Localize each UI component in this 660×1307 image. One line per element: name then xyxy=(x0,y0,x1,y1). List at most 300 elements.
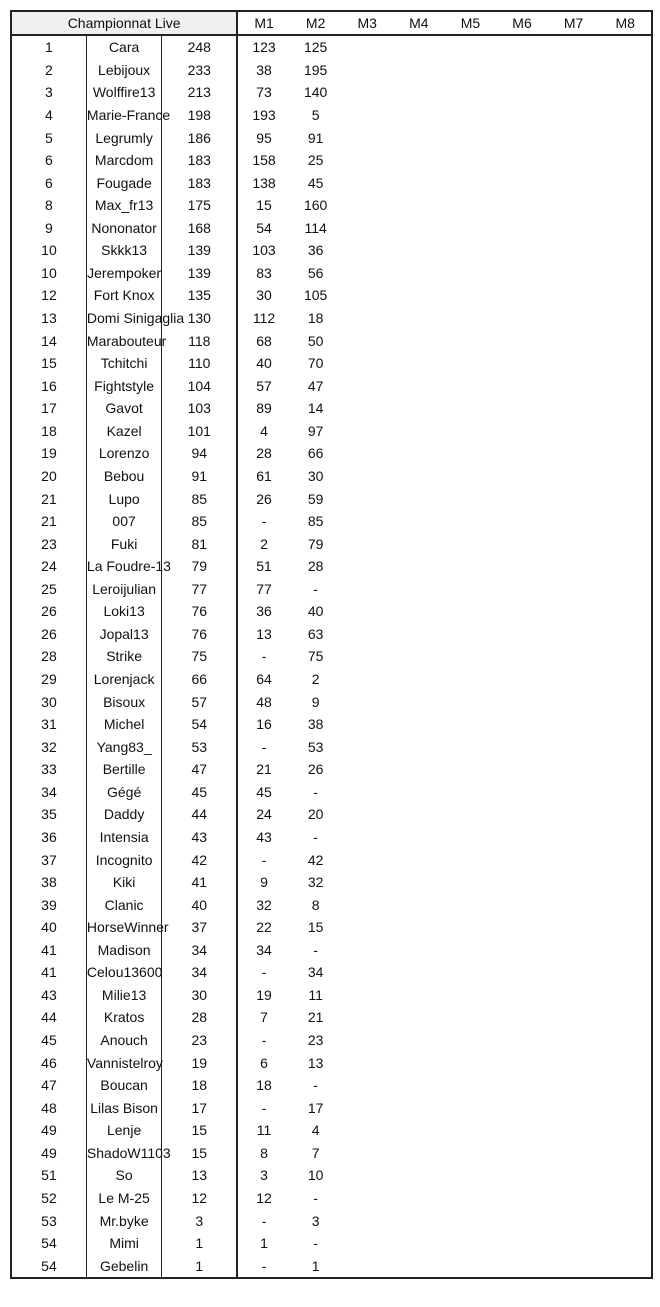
m6-cell xyxy=(496,217,548,240)
m5-cell xyxy=(445,848,497,871)
m6-cell xyxy=(496,420,548,443)
m4-cell xyxy=(393,374,445,397)
m6-cell xyxy=(496,1164,548,1187)
m1-cell: 51 xyxy=(256,558,272,575)
m1-cell: 193 xyxy=(252,106,276,123)
m7-cell xyxy=(548,284,600,307)
m4-cell xyxy=(393,1029,445,1052)
m7-cell xyxy=(548,59,600,82)
player-name-cell: Fort Knox xyxy=(86,284,161,307)
m3-cell xyxy=(341,848,393,871)
m1-cell: 2 xyxy=(260,535,268,552)
m3-cell xyxy=(341,1074,393,1097)
m6-cell xyxy=(496,690,548,713)
table-row xyxy=(11,217,652,240)
m3-cell xyxy=(341,1142,393,1165)
m5-cell xyxy=(445,578,497,601)
m3-cell xyxy=(341,397,393,420)
m5-cell xyxy=(445,1164,497,1187)
m7-cell xyxy=(548,848,600,871)
player-name-cell: Gebelin xyxy=(86,1254,161,1278)
m3-cell xyxy=(341,623,393,646)
m6-cell xyxy=(496,149,548,172)
m5-cell xyxy=(445,397,497,420)
m6-cell xyxy=(496,284,548,307)
m6-cell xyxy=(496,758,548,781)
total-cell: 1 xyxy=(162,1254,237,1278)
match-header-m4: M4 xyxy=(393,11,445,35)
m5-cell xyxy=(445,1074,497,1097)
total-cell: 110 xyxy=(162,352,237,375)
match-header-m6: M6 xyxy=(496,11,548,35)
total-cell: 57 xyxy=(162,690,237,713)
m7-cell xyxy=(548,262,600,285)
m6-cell xyxy=(496,555,548,578)
m2-cell: 75 xyxy=(307,648,324,665)
m4-cell xyxy=(393,420,445,443)
m5-cell xyxy=(445,1232,497,1255)
m7-cell xyxy=(548,758,600,781)
m7-cell xyxy=(548,939,600,962)
m5-cell xyxy=(445,352,497,375)
player-name-cell: Celou13600 xyxy=(86,961,161,984)
table-row xyxy=(11,690,652,713)
m5-cell xyxy=(445,871,497,894)
m4-cell xyxy=(393,442,445,465)
table-row xyxy=(11,668,652,691)
m2-cell: 114 xyxy=(304,219,327,236)
m7-cell xyxy=(548,126,600,149)
rank-cell: 33 xyxy=(11,758,86,781)
rank-cell: 38 xyxy=(11,871,86,894)
m7-cell xyxy=(548,487,600,510)
m2-cell: 20 xyxy=(307,806,324,823)
rank-cell: 54 xyxy=(11,1232,86,1255)
m3-cell xyxy=(341,555,393,578)
rank-cell: 3 xyxy=(11,81,86,104)
m4-cell xyxy=(393,939,445,962)
m3-cell xyxy=(341,374,393,397)
m4-cell xyxy=(393,690,445,713)
rank-cell: 20 xyxy=(11,465,86,488)
m5-cell xyxy=(445,1254,497,1278)
m2-cell: 66 xyxy=(307,445,324,462)
m6-cell xyxy=(496,578,548,601)
m7-cell xyxy=(548,1096,600,1119)
m3-cell xyxy=(341,645,393,668)
rank-cell: 18 xyxy=(11,420,86,443)
rank-cell: 37 xyxy=(11,848,86,871)
m7-cell xyxy=(548,532,600,555)
m2-cell: 8 xyxy=(311,896,320,913)
m7-cell xyxy=(548,961,600,984)
player-name-cell: Lilas Bison xyxy=(86,1096,161,1119)
table-row xyxy=(11,262,652,285)
m4-cell xyxy=(393,1232,445,1255)
m1-cell: 19 xyxy=(256,986,272,1003)
m2-cell: 15 xyxy=(307,919,324,936)
m7-cell xyxy=(548,104,600,127)
total-cell: 19 xyxy=(162,1051,237,1074)
m5-cell xyxy=(445,374,497,397)
table-row xyxy=(11,645,652,668)
table-row xyxy=(11,781,652,804)
m5-cell xyxy=(445,1142,497,1165)
rank-cell: 26 xyxy=(11,600,86,623)
m2-cell: 63 xyxy=(307,625,324,642)
m2-cell: 14 xyxy=(307,400,324,417)
rank-cell: 16 xyxy=(11,374,86,397)
m4-cell xyxy=(393,916,445,939)
m2-cell: 70 xyxy=(307,355,324,372)
header-row xyxy=(11,11,652,35)
total-cell: 37 xyxy=(162,916,237,939)
m5-cell xyxy=(445,713,497,736)
m4-cell xyxy=(393,171,445,194)
m4-cell xyxy=(393,532,445,555)
match-header-m7: M7 xyxy=(548,11,600,35)
m7-cell xyxy=(548,194,600,217)
m2-cell: - xyxy=(313,1189,318,1206)
total-cell: 43 xyxy=(162,826,237,849)
rank-cell: 31 xyxy=(11,713,86,736)
m7-cell xyxy=(548,668,600,691)
m1-cell: 158 xyxy=(252,152,276,169)
total-cell: 23 xyxy=(162,1029,237,1052)
m7-cell xyxy=(548,1164,600,1187)
player-name-cell: Madison xyxy=(86,939,161,962)
m1-cell: 28 xyxy=(256,445,272,462)
m2-cell: 32 xyxy=(307,874,324,891)
table-row xyxy=(11,1232,652,1255)
m3-cell xyxy=(341,59,393,82)
m2-cell: 25 xyxy=(307,152,324,169)
total-cell: 53 xyxy=(162,735,237,758)
total-cell: 30 xyxy=(162,984,237,1007)
m1-cell: - xyxy=(261,513,267,530)
table-row xyxy=(11,1164,652,1187)
m5-cell xyxy=(445,510,497,533)
m3-cell xyxy=(341,262,393,285)
player-name-cell: Lupo xyxy=(86,487,161,510)
m6-cell xyxy=(496,510,548,533)
m1-cell: - xyxy=(261,1032,267,1049)
rank-cell: 6 xyxy=(11,149,86,172)
rank-cell: 34 xyxy=(11,781,86,804)
m4-cell xyxy=(393,961,445,984)
m1-cell: 12 xyxy=(256,1189,272,1206)
table-row xyxy=(11,532,652,555)
m1-cell: 22 xyxy=(256,919,272,936)
player-name-cell: Marie-France xyxy=(86,104,161,127)
table-row xyxy=(11,171,652,194)
m7-cell xyxy=(548,1051,600,1074)
m4-cell xyxy=(393,397,445,420)
rank-cell: 10 xyxy=(11,239,86,262)
rank-cell: 36 xyxy=(11,826,86,849)
total-cell: 1 xyxy=(162,1232,237,1255)
player-name-cell: Boucan xyxy=(86,1074,161,1097)
rank-cell: 41 xyxy=(11,961,86,984)
m6-cell xyxy=(496,262,548,285)
m2-cell: 56 xyxy=(307,264,324,281)
m4-cell xyxy=(393,826,445,849)
m6-cell xyxy=(496,1187,548,1210)
m2-cell: 38 xyxy=(307,716,324,733)
m6-cell xyxy=(496,668,548,691)
table-row xyxy=(11,284,652,307)
m7-cell xyxy=(548,1187,600,1210)
m7-cell xyxy=(548,713,600,736)
total-cell: 3 xyxy=(162,1209,237,1232)
m2-cell: 9 xyxy=(311,693,320,710)
total-cell: 41 xyxy=(162,871,237,894)
table-row xyxy=(11,984,652,1007)
m1-cell: 40 xyxy=(256,355,272,372)
table-title: Championnat Live xyxy=(11,11,237,35)
m6-cell xyxy=(496,1096,548,1119)
m6-cell xyxy=(496,893,548,916)
table-row xyxy=(11,826,652,849)
m6-cell xyxy=(496,352,548,375)
m1-cell: 43 xyxy=(256,828,272,845)
table-row xyxy=(11,1187,652,1210)
m4-cell xyxy=(393,510,445,533)
m3-cell xyxy=(341,758,393,781)
m5-cell xyxy=(445,893,497,916)
total-cell: 34 xyxy=(162,939,237,962)
table-row xyxy=(11,1119,652,1142)
m1-cell: 36 xyxy=(256,603,272,620)
rank-cell: 51 xyxy=(11,1164,86,1187)
player-name-cell: Lebijoux xyxy=(86,59,161,82)
table-row xyxy=(11,35,652,59)
m4-cell xyxy=(393,1074,445,1097)
m2-cell: 160 xyxy=(303,197,328,214)
total-cell: 18 xyxy=(162,1074,237,1097)
player-name-cell: 007 xyxy=(86,510,161,533)
table-row xyxy=(11,758,652,781)
player-name-cell: Fougade xyxy=(86,171,161,194)
m3-cell xyxy=(341,442,393,465)
m7-cell xyxy=(548,893,600,916)
rank-cell: 9 xyxy=(11,217,86,240)
player-name-cell: Le M-25 xyxy=(86,1187,161,1210)
m3-cell xyxy=(341,194,393,217)
m1-cell: 11 xyxy=(256,1122,272,1139)
m6-cell xyxy=(496,984,548,1007)
m1-cell: 77 xyxy=(256,580,272,597)
player-name-cell: Daddy xyxy=(86,803,161,826)
table-row xyxy=(11,442,652,465)
m5-cell xyxy=(445,329,497,352)
table-row xyxy=(11,939,652,962)
m5-cell xyxy=(445,149,497,172)
total-cell: 44 xyxy=(162,803,237,826)
m4-cell xyxy=(393,126,445,149)
m3-cell xyxy=(341,1232,393,1255)
m2-cell: 40 xyxy=(307,603,324,620)
player-name-cell: Michel xyxy=(86,713,161,736)
m2-cell: - xyxy=(313,1077,318,1094)
player-name-cell: ShadoW1103 xyxy=(86,1142,161,1165)
rank-cell: 47 xyxy=(11,1074,86,1097)
m2-cell: 85 xyxy=(307,513,324,530)
m3-cell xyxy=(341,578,393,601)
rank-cell: 23 xyxy=(11,532,86,555)
rank-cell: 54 xyxy=(11,1254,86,1278)
table-row xyxy=(11,465,652,488)
m2-cell: 3 xyxy=(311,1212,320,1229)
m4-cell xyxy=(393,487,445,510)
m3-cell xyxy=(341,826,393,849)
m4-cell xyxy=(393,1254,445,1278)
m3-cell xyxy=(341,1096,393,1119)
player-name-cell: Skkk13 xyxy=(86,239,161,262)
m4-cell xyxy=(393,984,445,1007)
m1-cell: 64 xyxy=(256,671,272,688)
rank-cell: 49 xyxy=(11,1119,86,1142)
total-cell: 85 xyxy=(162,487,237,510)
m6-cell xyxy=(496,35,548,59)
player-name-cell: Anouch xyxy=(86,1029,161,1052)
m5-cell xyxy=(445,1006,497,1029)
m3-cell xyxy=(341,713,393,736)
table-row xyxy=(11,600,652,623)
m7-cell xyxy=(548,1254,600,1278)
m6-cell xyxy=(496,826,548,849)
m5-cell xyxy=(445,126,497,149)
player-name-cell: Fightstyle xyxy=(86,374,161,397)
m5-cell xyxy=(445,171,497,194)
m3-cell xyxy=(341,1051,393,1074)
m7-cell xyxy=(548,555,600,578)
m6-cell xyxy=(496,803,548,826)
player-name-cell: Mimi xyxy=(86,1232,161,1255)
table-row xyxy=(11,1254,652,1278)
player-name-cell: Lorenjack xyxy=(86,668,161,691)
m2-cell: 10 xyxy=(307,1167,324,1184)
m7-cell xyxy=(548,690,600,713)
m4-cell xyxy=(393,1051,445,1074)
m1-cell: 83 xyxy=(256,264,272,281)
m1-cell: 95 xyxy=(256,129,272,146)
player-name-cell: So xyxy=(86,1164,161,1187)
m3-cell xyxy=(341,284,393,307)
m1-cell: 7 xyxy=(260,1009,268,1026)
m4-cell xyxy=(393,329,445,352)
m2-cell: 13 xyxy=(307,1054,324,1071)
m6-cell xyxy=(496,1209,548,1232)
m3-cell xyxy=(341,1006,393,1029)
m5-cell xyxy=(445,217,497,240)
total-cell: 13 xyxy=(162,1164,237,1187)
m1-cell: 32 xyxy=(256,896,272,913)
m7-cell xyxy=(548,803,600,826)
table-row xyxy=(11,1074,652,1097)
m7-cell xyxy=(548,781,600,804)
player-name-cell: Fuki xyxy=(86,532,161,555)
rank-cell: 43 xyxy=(11,984,86,1007)
total-cell: 79 xyxy=(162,555,237,578)
m3-cell xyxy=(341,939,393,962)
total-cell: 135 xyxy=(162,284,237,307)
m6-cell xyxy=(496,1006,548,1029)
player-name-cell: Kiki xyxy=(86,871,161,894)
m5-cell xyxy=(445,532,497,555)
rank-cell: 17 xyxy=(11,397,86,420)
m3-cell xyxy=(341,1029,393,1052)
m6-cell xyxy=(496,59,548,82)
total-cell: 101 xyxy=(162,420,237,443)
rank-cell: 26 xyxy=(11,623,86,646)
m2-cell: 2 xyxy=(311,671,320,688)
m2-cell: 125 xyxy=(303,39,328,56)
total-cell: 91 xyxy=(162,465,237,488)
m1-cell: 26 xyxy=(256,490,272,507)
m4-cell xyxy=(393,1096,445,1119)
m6-cell xyxy=(496,623,548,646)
m6-cell xyxy=(496,1232,548,1255)
m4-cell xyxy=(393,848,445,871)
total-cell: 81 xyxy=(162,532,237,555)
m7-cell xyxy=(548,397,600,420)
m7-cell xyxy=(548,442,600,465)
m5-cell xyxy=(445,465,497,488)
total-cell: 103 xyxy=(162,397,237,420)
m2-cell: - xyxy=(313,828,318,845)
player-name-cell: La Foudre-13 xyxy=(86,555,161,578)
m6-cell xyxy=(496,171,548,194)
m1-cell: 38 xyxy=(256,61,272,78)
player-name-cell: Nononator xyxy=(86,217,161,240)
m5-cell xyxy=(445,1209,497,1232)
m7-cell xyxy=(548,465,600,488)
total-cell: 77 xyxy=(162,578,237,601)
m4-cell xyxy=(393,1119,445,1142)
m1-cell: 138 xyxy=(252,174,276,191)
m7-cell xyxy=(548,600,600,623)
m2-cell: 34 xyxy=(307,964,324,981)
total-cell: 45 xyxy=(162,781,237,804)
m6-cell xyxy=(496,939,548,962)
m6-cell xyxy=(496,1074,548,1097)
m2-cell: 195 xyxy=(303,61,328,78)
m3-cell xyxy=(341,1254,393,1278)
m2-cell: - xyxy=(313,783,318,800)
m4-cell xyxy=(393,893,445,916)
m6-cell xyxy=(496,1119,548,1142)
m5-cell xyxy=(445,442,497,465)
player-name-cell: Intensia xyxy=(86,826,161,849)
rank-cell: 41 xyxy=(11,939,86,962)
m6-cell xyxy=(496,961,548,984)
m2-cell: 59 xyxy=(307,490,324,507)
m7-cell xyxy=(548,217,600,240)
m1-cell: 21 xyxy=(256,761,272,778)
m4-cell xyxy=(393,307,445,330)
m5-cell xyxy=(445,781,497,804)
m7-cell xyxy=(548,1119,600,1142)
total-cell: 186 xyxy=(162,126,237,149)
m7-cell xyxy=(548,871,600,894)
m5-cell xyxy=(445,758,497,781)
total-cell: 15 xyxy=(162,1142,237,1165)
m1-cell: 57 xyxy=(256,377,272,394)
m4-cell xyxy=(393,1006,445,1029)
m4-cell xyxy=(393,149,445,172)
m7-cell xyxy=(548,1029,600,1052)
